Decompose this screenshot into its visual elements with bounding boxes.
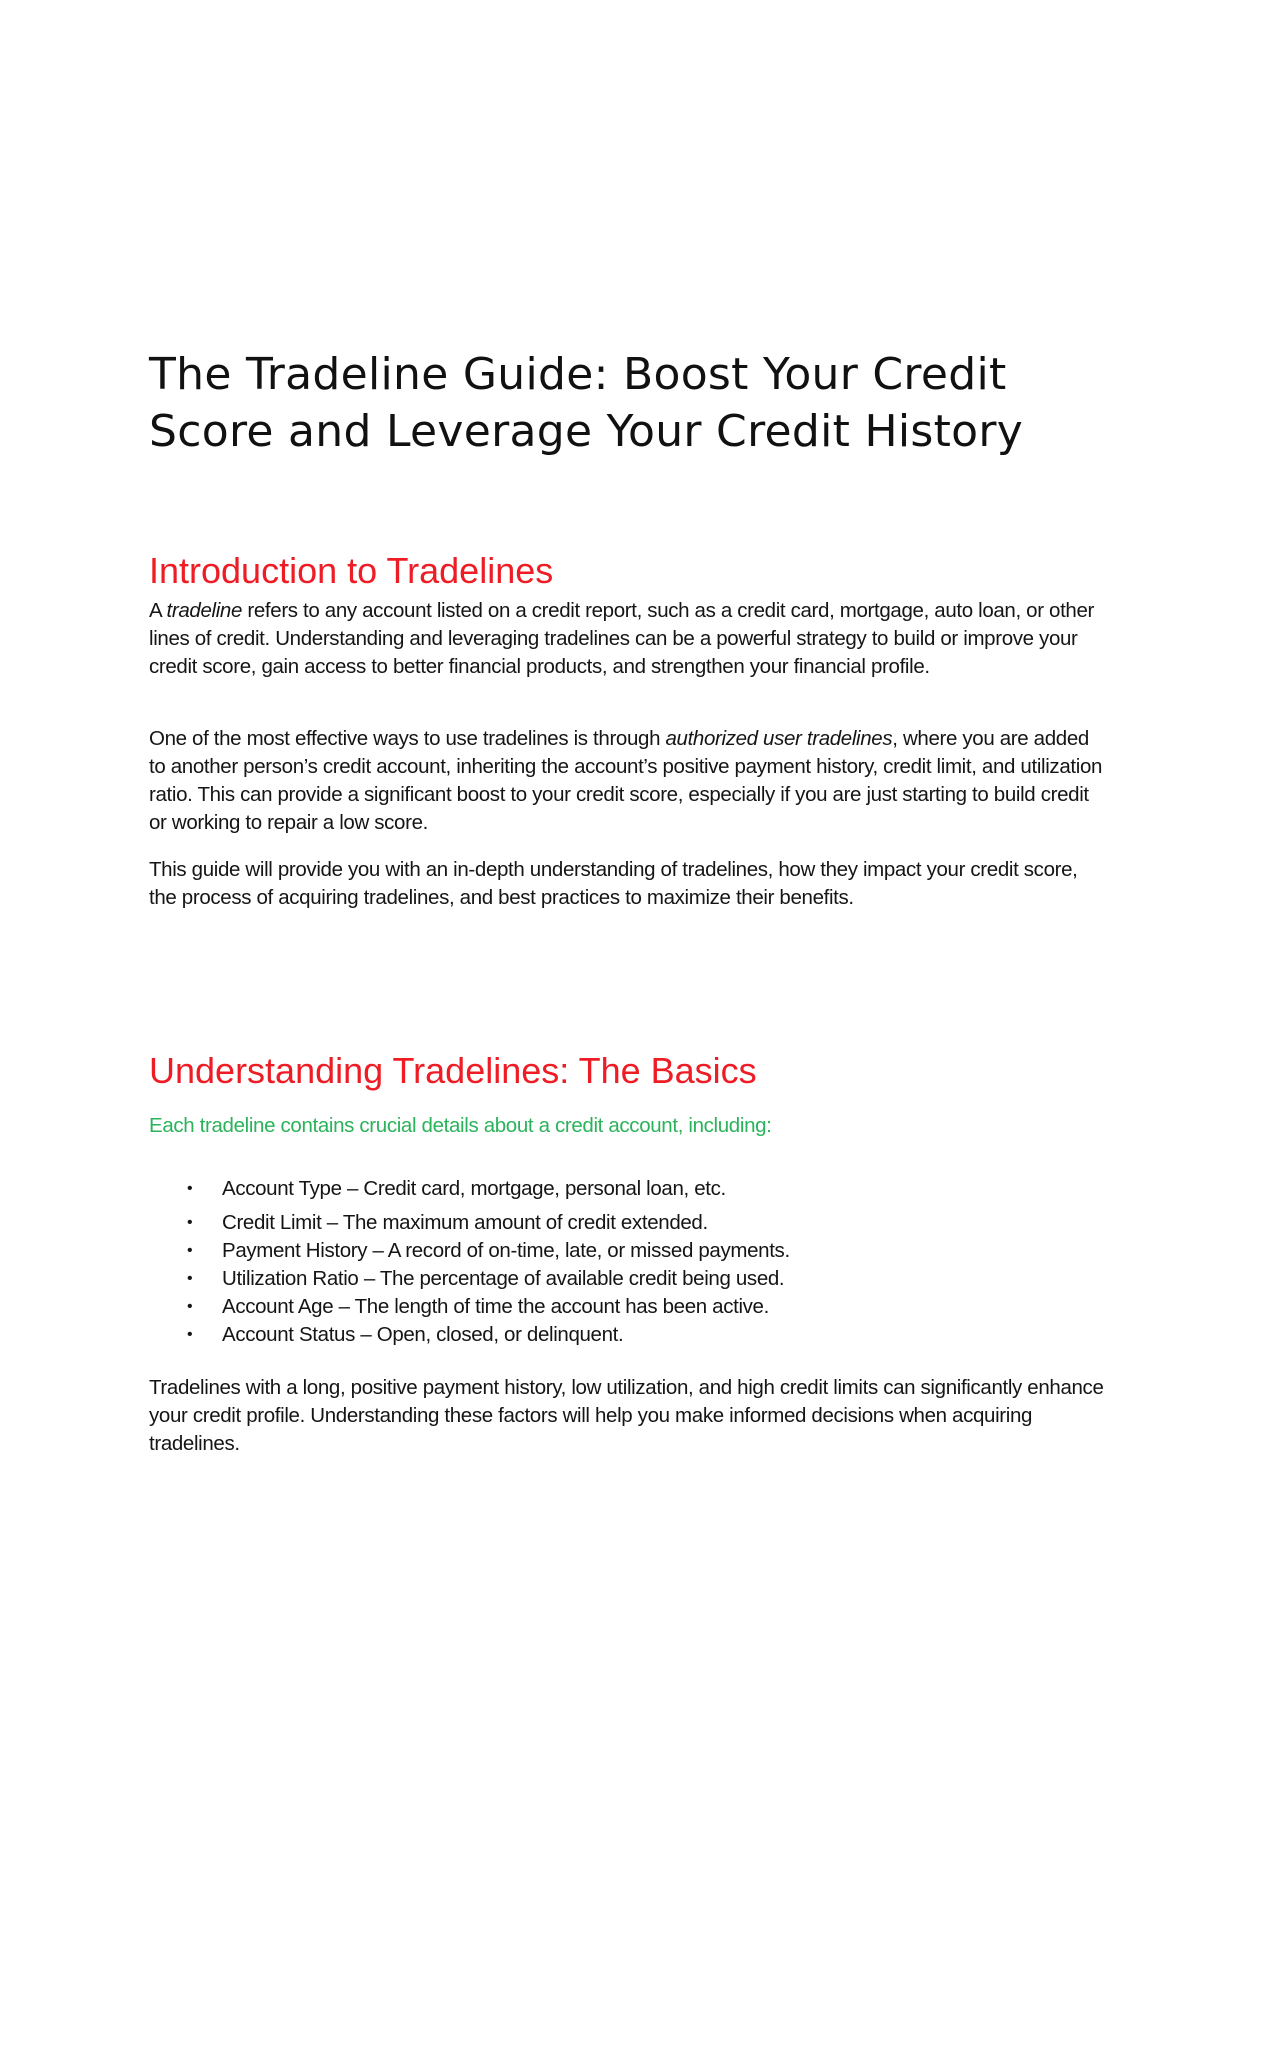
intro-paragraph-1 [149, 597, 1109, 681]
list-item-text: Account Age – The length of time the account has been active. [222, 1295, 769, 1318]
basics-closing-paragraph: Tradelines with a long, positive payment history, low utilization, and high credit limits can significantly enhance your credit profile. Understanding these factors will help you make informed decisions when acquiring tradelines. [149, 1376, 1104, 1455]
section-heading-basics: Understanding Tradelines: The Basics [149, 1050, 757, 1091]
intro-paragraph-3: This guide will provide you with an in-depth understanding of tradelines, how they impact your credit score, the process of acquiring tradelines, and best practices to maximize their benefits. [149, 858, 1078, 909]
list-item-text: Credit Limit – The maximum amount of credit extended. [222, 1211, 708, 1234]
intro-paragraph-2-term: authorized user tradelines [665, 727, 893, 750]
intro-paragraph-1-rest: refers to any account listed on a credit report, such as a credit card, mortgage, auto loan, or other lines of credit. Understanding and leveraging tradelines can be a powerful strategy to build or improve your credit score, gain access to better financial products, and strengthen your financial profile. [149, 599, 1095, 678]
list-item [149, 1293, 1109, 1321]
list-item [149, 1321, 1109, 1349]
list-item [149, 1265, 1109, 1293]
bullet-icon: • [187, 1326, 193, 1343]
list-item-text: Utilization Ratio – The percentage of available credit being used. [222, 1267, 785, 1290]
basics-lead-text: Each tradeline contains crucial details about a credit account, including: [149, 1114, 772, 1137]
tradeline-details-list [149, 1175, 1109, 1349]
intro-paragraph-1-term: tradeline [166, 599, 243, 622]
intro-paragraph-2 [149, 725, 1109, 837]
bullet-icon: • [187, 1242, 193, 1259]
bullet-icon: • [187, 1270, 193, 1287]
list-item-text: Payment History – A record of on-time, late, or missed payments. [222, 1239, 790, 1262]
bullet-icon: • [187, 1298, 193, 1315]
intro-paragraph-2-rest: , where you are added to another person’s credit account, inheriting the account’s positive payment history, credit limit, and utilization ratio. This can provide a significant boost to your credit score, especially if you are just starting to build credit or working to repair a low score. [149, 727, 1103, 834]
section-heading-introduction: Introduction to Tradelines [149, 550, 554, 591]
list-item [149, 1237, 1109, 1265]
bullet-icon: • [187, 1180, 193, 1197]
list-item-text: Account Type – Credit card, mortgage, personal loan, etc. [222, 1177, 726, 1200]
intro-paragraph-2-start: One of the most effective ways to use tradelines is through [149, 727, 666, 750]
list-item-text: Account Status – Open, closed, or delinquent. [222, 1323, 624, 1346]
list-item [149, 1209, 1109, 1237]
bullet-icon: • [187, 1214, 193, 1231]
intro-paragraph-1-start: A [149, 599, 167, 622]
page-title: The Tradeline Guide: Boost Your Credit Score and Leverage Your Credit History [149, 349, 1024, 457]
list-item [149, 1175, 1109, 1203]
